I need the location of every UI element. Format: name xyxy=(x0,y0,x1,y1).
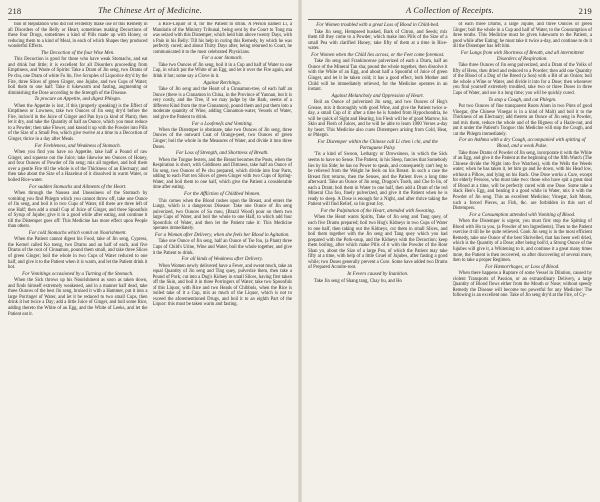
body-paragraph: When you find you have no Appetite, take half a Pound of raw Ginger, and squeeze out the Juice; take likewise ten Ounces of Honey, and four Ounces of Powder of Jin seng; mix all together, and boil them over a gentle Fire till the whole is of the Thickness of an Electuary; and then take about the Size of a Hazelnut of it dissolved in warm Water, or boiled Rice-water. xyxy=(8,150,148,183)
right-page xyxy=(304,0,596,502)
section-heading: For cold Stomachs which vomit on Nourishment. xyxy=(28,231,127,236)
section-heading: For Lungs from with Shortness of Breath, and all intermittent Disorders of Respiration. xyxy=(460,50,584,62)
body-paragraph: This comes when the Blood rushes upon the Breast, and enters the Lungs, which is a dangerous Disease: Take one Ounce of Jin seng pulverized, two Ounces of Su mou, (Brazil Wood) pour on them two large Cups of Water, and boil the whole to one Half, to which add four Spoonfuls of Water, and then let the Patient take it: This Medicine operates immediately. xyxy=(152,198,292,232)
body-paragraph: When the Appetite is lost, if this (properly speaking) is the Effect of Emptiness or Lowness, take two Ounces of Jin seng dry'd before the Fire, inclos'd in the Juice of Ginger and Pan hya (a kind of Plant), then let it dry, and take the Quantity of half an Ounce, which you must reduce to a Powder; then take Flower, and knead it up with the Powder into Pills of the Size of a Small Pea, which give twelve at a time in a Decoction of Ginger, thrice in a day after Meals. xyxy=(8,103,148,142)
text-columns xyxy=(8,22,292,498)
body-paragraph: When Women newly delivered have a Fever, and sweat much, take an equal Quantity of Jin seng and Ting quey, pulverize them, then take a Pound of Pork; cut into a Dog's Kidney in small Slices, having first taken off the Skin, and boil it in three Porringers of Water; take two Spoonfuls of this Liquor, with Rice and two Heads of Chibbols, when the Rice is boiled take of it a Cup, mix as much of the Liquor, which is not to exceed the aforementioned Drugs, and boil it to an eighth Part of the Liquor: this must be taken warm and fasting. xyxy=(152,263,292,308)
section-heading: For Women when the Child lies across, or the Feet come foremost. xyxy=(311,52,445,58)
page-header xyxy=(308,6,592,18)
section-heading: For a Consumption attended with Vomiting of Blood. xyxy=(469,212,576,218)
section-heading: For Vomitings occasioned by a Turning of the Stomach. xyxy=(22,271,134,277)
body-paragraph: Take Jin seng and Frankincense pulverized of each a Dram, half an Ounce of the Mineral Tan sha; pound the whole together, then dissolve it with the White of an Egg, and about half a Spoonful of Juice of green Ginger, and let it be taken cold; it has a good effect, both Mother and Child will be immediately relieved, for the Medicine operates in an instant. xyxy=(308,59,448,93)
body-paragraph: When through the Nausea and Uneasiness of the Stomach by vomiting you find Phlegm which you cannot throw off, take one Ounce of Jin seng, and boil it in two Cups of Water, till there are three left of one Half; then add a small Cup of Juice of Ginger, and three Spoonfuls of Syrup of Jujube; give it in a good while after eating, and continue it till the Distemper goes off: This Medicine has more effect upon People than others. xyxy=(8,190,148,230)
section-heading: For sudden Stomachs and Ailments of the Heart. xyxy=(29,184,127,190)
body-paragraph: a Rice-Liquor of it, for the Patient to drink. A Person named Li, a Mandarin of the Ministry Tribunal, being sent by the Court to Tong ma was seized with this Distemper, which held him above twenty Days, with a Pain in his Belly: Till his help in curing this Remedy, by which he was perfectly cured; and about Thirty Days after, being returned to Court, he communicated it to the most celebrated Physicians. xyxy=(152,22,292,55)
page-header xyxy=(8,6,292,18)
body-paragraph: Take one Ounce of Jin seng, half an Ounce of Tse fou, (a Plant) three Cups of Child's Urine, Wine and Water, boil the whole together, and give it the Patient to drink. xyxy=(152,239,292,256)
page-number: 219 xyxy=(578,6,592,16)
section-heading: For all kinds of Weakness after Delivery. xyxy=(181,257,264,263)
body-paragraph: of each three Drams, a large Jujube, and three Ounces of green Ginger; boil the whole in a Cup and half of Water, to the Consumption of three tenths. This Medicine must be given lukewarm to the Patient, a good while after Eating; he must take it twice a-day, and continue to do it till the Distemper has left him. xyxy=(452,22,592,50)
section-heading: For the Palpitation of the Heart, attended with Sweating. xyxy=(320,209,435,215)
section-heading: For Feebleness, and Weakness of Stomach. xyxy=(34,143,121,149)
body-paragraph: When the Tongue festers, and the Breast becomes the Posts, when the Respiration is short, with Giddiness and Dimness, take half an Ounce of Jin seng, two Ounces of Pe chu prepared, which divide into four Parts, adding to each Part ten Slices of green Ginger with two Cups of Spring-Water, and boil them to one half, which give the Patient a considerable time after eating. xyxy=(152,157,292,191)
header-rule xyxy=(308,19,592,20)
body-paragraph: When the Heart wants Spirits, Take of Jin seng and Tang quey, of each five Drams prepared; boil two Hog's Kidneys in two Cups of Water to one half, then taking out the Kidneys, cut them in small Slices, and boil them together with the Jin seng and Tang quey which you had prepared with the Pork-soup, and the Kidneys with the Decoction; keep them boiling, after which make Pills of it with the Powder of the Root Shan yo, about the Size of a large Pea, of which the Patient may take fifty at a time, with help of a little Gruel of Jujubes, after fasting a good while; two Doses generally prevent a Cure. Some have added two Drams of Prepared Aconite-root. xyxy=(308,215,448,271)
body-paragraph: 'Tis a kind of Swoon, Lethargy or Drowsiness, in which the Sick seems to have no Sense. The Patient, in his Sleep, fancies that Somebody lies by his Side; he has no Power to speak, and consequently can't beg to be relieved from the Weight he feels on his Breast. In such a case the Breast first returns, then the Senses, and the Patient lives a long time afterward. Take an Ounce of Jin seng, Dragon's Tooth, and Che fo lin, of each a Dram; boil them in Water to one half, then add a Dram of the red Mineral Cha fou, finely pulverized, and give it the Patient when he is ready to sleep. A Dose is enough for a Night, and after thrice taking the Patient will find Relief, so his great Joy. xyxy=(308,152,448,208)
section-heading: For the Affliction of Childbed Women. xyxy=(184,192,261,198)
running-head: The Chinese Art of Medicine. xyxy=(98,6,202,15)
section-heading: For a sour Stomach. xyxy=(201,56,243,62)
section-heading: For Women troubled with a great Loss of Blood in Child-bed. xyxy=(316,23,440,29)
body-paragraph: Take Jin seng, Hempseed husked, Bark of Citron, and Seeds; mix them till they come to a Powder, which make into Pills of the Size of a small Pea with clarified Honey; take fifty of them at a time in Rice-water. xyxy=(308,29,448,52)
body-paragraph: When there happens a Rupture of some Vessel in Dilution, caused by violent Transports of Passion, or an extraordinary Delivery, a large Quantity of Blood flows either from the Mouth or Nose; without speedy Remedy the Disease will become too powerful for any Medicine: The following is an excellent one. Take of Jin seng dry'd at the Fire, of Cy- xyxy=(452,271,592,299)
text-column xyxy=(308,22,448,498)
body-paragraph: When the Distemper is obstinate, take two Ounces of Jin seng, three Ounces of the outward Coat of Orange-peel, two Ounces of green Ginger; boil the whole in the Measures of Water, and divide it into three Doses. xyxy=(152,127,292,150)
section-heading: For a Woman after Delivery, when she feels her Blood in Agitation. xyxy=(154,233,290,239)
body-paragraph: This Decoction is good for those who have weak Stomachs, and eat and drink but little; it is excellent for all Disorders proceeding from Emptiness, and Waste of Spirits: Take a Dram of Jin seng, two Drams of Pe chu, one Dram of white Fo lin, five Scruples of Liquorice dry'd by the Fire, three Slices of green Ginger, one Jujube, and two Cups of Water; boil them to one half: Take it lukewarm and fasting, augmenting or diminishing the Dose according to the Strength of the Disease. xyxy=(8,57,148,96)
body-paragraph: Put two Ounces of fine transparent Roots Alum in two Pints of good Vinegar, (the Chinese Vinegar is in a kind of Malt) and boil it to the Thickness of an Electuary; add thereto an Ounce of Jin seng in Powder, and mix them, reduce the whole and of the Bigness of a Hazle-nut, and put it under the Patient's Tongue: this Medicine will stop the Cough, and cut the Phlegm immediately. xyxy=(452,103,592,137)
body-paragraph: tion of Reputation who did not evidently make use of this Remedy in all Disorders of the Belly or Heart, sometimes making Decoctions of these four Drugs, sometimes a kind of Pills made up with Honey, or reducing them to a kind of Meal, in each of which Shapes they produced wonderful Effects. xyxy=(8,22,148,50)
body-paragraph: Take two Ounces of Jin seng, boil it in a Cup and half of Water to one Cup, in which put the White of an Egg, and let it over the Fire again, and drink it hot; some say a Clove in it. xyxy=(152,62,292,79)
section-heading: To procure an Appetite, and digest Phlegm. xyxy=(34,97,122,103)
section-heading: For Distemper within the Chinese call Li chen i chi, and the Portuguese Palsy. xyxy=(317,140,438,152)
section-heading: For Loss of Strength, and Shortness of Breath. xyxy=(175,151,269,157)
text-column xyxy=(8,22,148,498)
section-heading: In Fevers caused by Inanition. xyxy=(347,272,409,278)
text-column xyxy=(453,22,593,498)
section-heading: To stop a Cough, and cut Phlegm. xyxy=(488,97,557,103)
left-page xyxy=(4,0,296,502)
body-paragraph: Take three Ounces of Jin seng pulverized, and a Dram of the Yolks of fifty of Hens, then dried and reduced to a Powder; then add one Quantity of the Blood of a Dog of the Breed (a Son) with a Bit of an Onion; boil the whole a Wine or Water, and divide it into for a Dose; then whenever you find yourself extremely troubled, take two or three Doses in three Cups of Water, and use it a long time; you will be quickly cured. xyxy=(452,63,592,96)
running-head: A Collection of Receipts. xyxy=(405,6,495,15)
section-heading: The Decoction of the four Wise Men. xyxy=(41,50,115,56)
text-column xyxy=(153,22,293,498)
header-rule xyxy=(8,19,292,20)
section-heading: For Hæmorrhages, or Loss of Blood. xyxy=(485,264,560,270)
body-paragraph: Boil an Ounce of pulverized Jin seng, and two Ounces of Hog's Grease, mix it thoroughly with good Wine, and give the Patient twice a-day, a small Cup of it: after a time he is funded from Hypochondria, he will be quick of Sight and Hearing, his Flesh will be of good Marrow, his Skin and Flesh of Juices, and he will be able to learn 1000 Verses a-day by heart. This Medicine also cures Distempers arising from Cold, Heat, or Phlegm. xyxy=(308,100,448,139)
section-heading: For a Loofeneſs and Vomiting. xyxy=(191,121,253,127)
body-paragraph: When the Distemper is urgent, you must first stop the Spitting of Blood with Ho ta you, (a Powder of ten Ingredients). Then to the Patient exercise it till he be quite relieved. Cook Jin seng is in the most efficient Remedy, take one Ounce of the best Shrivelled, that has been well dried, which is the Quantity of a Dose; after being boil'd, a Strong Ounce of the Jujubes will give it, a Whitening to it, and continue it a great many times more, the Patient is then recovered, so after discovering of several more, then to take a proper Regimen. xyxy=(452,219,592,264)
text-columns xyxy=(308,22,592,498)
body-paragraph: Take of Jin seng and the Heart of a Cinnamon-tree, of each half an Ounce (there is a Cinnamon in China, in the Province of Yunnan, but it is very costly, and the Tree, if we may judge by the Bark, seems of a different Kind from the true Cinnamon), pound them and put them into a moderate quantity of Wine, adding Cinnamon-water, Vessels of Water, and give the Patient to drink. xyxy=(152,87,292,120)
book-gutter xyxy=(298,0,302,502)
section-heading: For an Asthma with a dry Cough, accompanied with spitting of Blood, and a weak Pulse. xyxy=(459,138,586,150)
body-paragraph: When the Sick throws up his Nourishment as soon as taken down, and finds himself extremely weakened, and in a manner half dead, take three Ounces of the best Jin seng, bruised it with a Hammer, put it into a large Porringer of Water, and let it be reduced to two small Cups, then drink it hot twice a Day; add a little Juice of Ginger, and boil some Rice, adding thereto the White of an Egg, and the White of Leeks, and let the Patient eat it. xyxy=(8,278,148,317)
body-paragraph: When the Patient cannot digest his Food, take of Jin seng, Cypress, the Kernel called Ko tseng, two Drams and an half of each, and five Drams of the root of Cinnamon, pound them small, and take three Slices of green Ginger; boil the whole in two Cups of Water reduced to one half, and give it to the Patient when it is warm, and let the Patient drink it hot. xyxy=(8,237,148,271)
section-heading: Against Melancholy and Oppression of Heart. xyxy=(331,93,424,99)
section-heading: Against Retchings. xyxy=(203,80,241,86)
body-paragraph: Take three Drams of Powder of Jin seng, incorporate it with the White of an Egg, and give it the Patient at the beginning of the fifth Watch (The Chinese divide the Night into five Watches), with the Wells the Weeds water; when he has taken it, let him go and lie down, with his Head low, without a Pillow, and lying on his Back. One Dose works a Cure, except for elderly Persons, who must take two: those who have spit a great deal of Blood at a time, will be perfectly cured with one Dose. Some take a black Hen's Egg, and beating it a good while in Water, mix it with the Powder of Jin seng. This an excellent Medicine; Vinegar, Salt Meats, such a forced Pieces, as Fish, &c. are forbidden in this sort of Distempers. xyxy=(452,150,592,212)
body-paragraph: Take Jin seng of Shang tang, Chay hu, and Ho xyxy=(314,278,402,284)
page-number: 218 xyxy=(8,6,22,16)
